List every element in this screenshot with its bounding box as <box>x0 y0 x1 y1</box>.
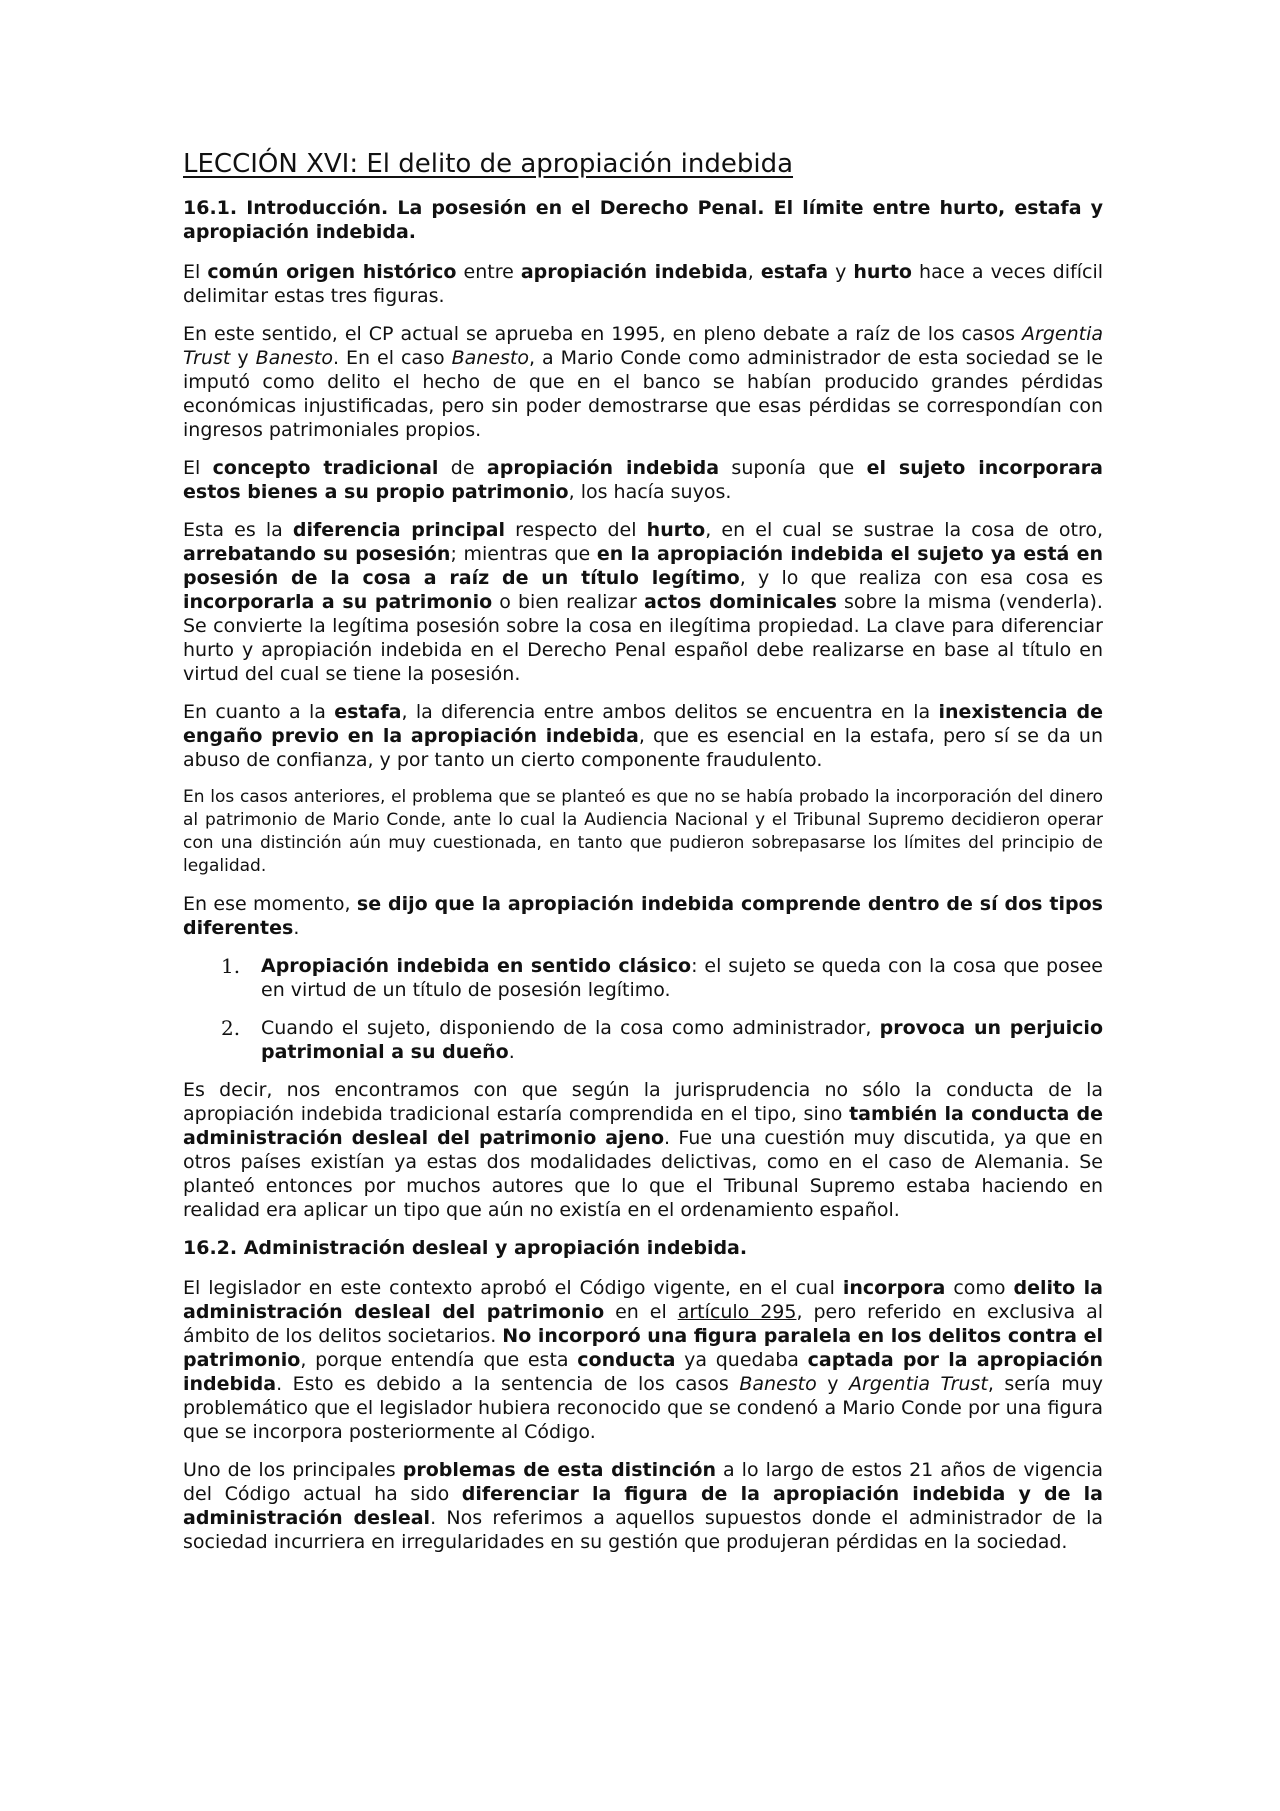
paragraph-origen: El común origen histórico entre apropiación indebida, estafa y hurto hace a veces difícil delimitar estas tres figuras. <box>183 261 1103 307</box>
paragraph-estafa: En cuanto a la estafa, la diferencia entre ambos delitos se encuentra en la inexistencia de engaño previo en la apropiación indebida, que es esencial en la estafa, pero sí se da un abuso de confianza, y por tanto un cierto componente fraudulento. <box>183 701 1103 771</box>
list-item: 2. Cuando el sujeto, disponiendo de la cosa como administrador, provoca un perjuicio patrimonial a su dueño. <box>221 1016 1103 1063</box>
list-item: 1. Apropiación indebida en sentido clásico: el sujeto se queda con la cosa que posee en virtud de un título de posesión legítimo. <box>221 954 1104 1001</box>
paragraph-casos: En este sentido, el CP actual se aprueba en 1995, en pleno debate a raíz de los casos Argentia Trust y Banesto. En el caso Banesto, a Mario Conde como administrador de esta sociedad se le imputó como delito el hecho de que en el banco se habían producido grandes pérdidas económicas injustificadas, pero sin poder demostrarse que esas pérdidas se correspondían con ingresos patrimoniales propios. <box>183 323 1103 441</box>
section-heading-16-1: 16.1. Introducción. La posesión en el Derecho Penal. El límite entre hurto, estafa y apropiación indebida. <box>183 197 1103 243</box>
paragraph-diferencia-hurto: Esta es la diferencia principal respecto del hurto, en el cual se sustrae la cosa de otro, arrebatando su posesión; mientras que en la apropiación indebida el sujeto ya está en posesión de la cosa a raíz de un título legítimo, y lo que realiza con esa cosa es incorporarla a su patrimonio o bien realizar actos dominicales sobre la misma (venderla). Se convierte la legítima posesión sobre la cosa en ilegítima propiedad. La clave para diferenciar hurto y apropiación indebida en el Derecho Penal español debe realizarse en base al título en virtud del cual se tiene la posesión. <box>183 519 1104 685</box>
paragraph-concepto: El concepto tradicional de apropiación indebida suponía que el sujeto incorporara estos bienes a su propio patrimonio, los hacía suyos. <box>183 457 1103 503</box>
paragraph-casos-anteriores: En los casos anteriores, el problema que se planteó es que no se había probado la incorporación del dinero al patrimonio de Mario Conde, ante lo cual la Audiencia Nacional y el Tribunal Supremo decidieron operar con una distinción aún muy cuestionada, en tanto que pudieron sobrepasarse los límites del principio de legalidad. <box>183 787 1103 876</box>
articulo-295-link[interactable]: artículo 295 <box>677 1301 797 1323</box>
document-page <box>183 148 1103 1568</box>
tipos-list <box>183 954 1103 1064</box>
paragraph-dos-tipos: En ese momento, se dijo que la apropiación indebida comprende dentro de sí dos tipos diferentes. <box>183 893 1103 939</box>
paragraph-jurisprudencia: Es decir, nos encontramos con que según la jurisprudencia no sólo la conducta de la apropiación indebida tradicional estaría comprendida en el tipo, sino también la conducta de administración desleal del patrimonio ajeno. Fue una cuestión muy discutida, ya que en otros países existían ya estas dos modalidades delictivas, como en el caso de Alemania. Se planteó entonces por muchos autores que lo que el Tribunal Supremo estaba haciendo en realidad era aplicar un tipo que aún no existía en el ordenamiento español. <box>183 1079 1103 1221</box>
section-heading-16-2: 16.2. Administración desleal y apropiación indebida. <box>183 1237 748 1259</box>
page-title: LECCIÓN XVI: El delito de apropiación indebida <box>183 149 794 179</box>
paragraph-legislador: El legislador en este contexto aprobó el Código vigente, en el cual incorpora como delito la administración desleal del patrimonio en el artículo 295, pero referido en exclusiva al ámbito de los delitos societarios. No incorporó una figura paralela en los delitos contra el patrimonio, porque entendía que esta conducta ya quedaba captada por la apropiación indebida. Esto es debido a la sentencia de los casos Banesto y Argentia Trust, sería muy problemático que el legislador hubiera reconocido que se condenó a Mario Conde por una figura que se incorpora posteriormente al Código. <box>183 1277 1104 1443</box>
paragraph-problemas: Uno de los principales problemas de esta distinción a lo largo de estos 21 años de vigencia del Código actual ha sido diferenciar la figura de la apropiación indebida y de la administración desleal. Nos referimos a aquellos supuestos donde el administrador de la sociedad incurriera en irregularidades en su gestión que produjeran pérdidas en la sociedad. <box>183 1459 1103 1553</box>
